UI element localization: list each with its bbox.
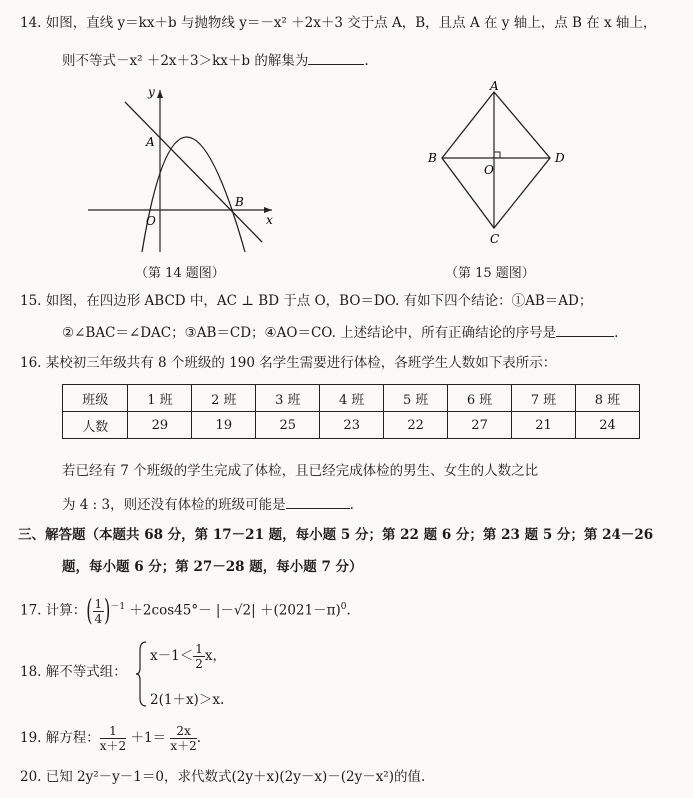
- q16-line2: 若已经有 7 个班级的学生完成了体检，且已经完成体检的男生、女生的人数之比: [62, 463, 539, 479]
- q18-eq2: 2(1＋x)＞x.: [150, 692, 225, 708]
- q17-left-paren: (: [86, 593, 93, 628]
- q18-eq1-a: x－1＜: [150, 648, 194, 664]
- q17-exp1: －1: [110, 602, 126, 612]
- q16-line3-text: 为 4 : 3，则还没有体检的班级可能是: [62, 497, 286, 513]
- table-cell: 5 班: [384, 385, 448, 412]
- vertex-d-label: D: [555, 151, 565, 165]
- q14-answer-blank: [308, 50, 364, 65]
- q18-eq1-b: x，: [204, 648, 226, 664]
- table-cell: 23: [320, 412, 384, 439]
- y-axis-arrow: [157, 90, 163, 98]
- q18-eq1-fraction: [193, 642, 205, 671]
- q18-frac-num: 1: [195, 642, 203, 656]
- q17-expression: [20, 592, 351, 626]
- q19-fraction-1: [100, 724, 126, 753]
- q14-line2-end: .: [364, 53, 369, 69]
- q17-fraction: [93, 597, 105, 626]
- q18-brace-path: [136, 642, 146, 706]
- q18-system-brace: [136, 640, 148, 708]
- q17-prefix: 17. 计算：: [20, 602, 87, 619]
- q18-frac-den: 2: [195, 657, 203, 671]
- table-cell: 1 班: [128, 385, 192, 412]
- section3-heading-line2: 题，每小题 6 分；第 27－28 题，每小题 7 分）: [62, 559, 363, 575]
- center-o-label: O: [484, 163, 494, 177]
- q19-end: .: [196, 730, 202, 746]
- table-row: [63, 412, 640, 439]
- right-angle-mark: [494, 152, 500, 158]
- q17-abs-bar-right: |: [251, 602, 256, 619]
- table-cell: 22: [384, 412, 448, 439]
- q19-mid: ＋1＝: [126, 730, 171, 746]
- q17-abs-value: －√2: [220, 602, 252, 619]
- row-header-class: 班级: [63, 385, 128, 412]
- q19-f2-num: 2x: [170, 724, 196, 739]
- table-cell: 3 班: [256, 385, 320, 412]
- q14-line1: 14. 如图，直线 y＝kx＋b 与抛物线 y＝－x² ＋2x＋3 交于点 A，B，且点 A 在 y 轴上，点 B 在 x 轴上，: [20, 15, 657, 31]
- figure-15-quadrilateral: [420, 80, 580, 250]
- table-cell: 7 班: [512, 385, 576, 412]
- x-axis-label: x: [266, 213, 273, 227]
- q15-line2-end: .: [614, 325, 619, 341]
- q15-line2-text: ②∠BAC＝∠DAC；③AB＝CD；④AO＝CO. 上述结论中，所有正确结论的序号是: [62, 325, 557, 341]
- table-cell: 19: [192, 412, 256, 439]
- quadrilateral-abcd: [442, 92, 550, 228]
- q17-exp2: 0: [340, 602, 347, 612]
- table-row: [63, 385, 640, 412]
- origin-label: O: [146, 214, 156, 228]
- figure-14-graph: [80, 82, 290, 257]
- q19-prefix: 19. 解方程：: [20, 730, 100, 746]
- vertex-b-label: B: [428, 151, 437, 165]
- section3-heading-line1: 三、解答题（本题共 68 分，第 17－21 题，每小题 5 分；第 22 题 6 分；第 23 题 5 分；第 24－26: [18, 527, 654, 543]
- q17-right-paren: ): [104, 593, 111, 628]
- q18-eq1: [150, 642, 226, 671]
- q14-line2-text: 则不等式－x² ＋2x＋3＞kx＋b 的解集为: [62, 53, 309, 69]
- figure-15-caption: （第 15 题图）: [445, 266, 535, 281]
- table-cell: 29: [128, 412, 192, 439]
- q14-line2: [62, 50, 369, 70]
- table-cell: 24: [575, 412, 639, 439]
- q15-line1: 15. 如图，在四边形 ABCD 中，AC ⊥ BD 于点 O，BO＝DO. 有如下四个结论：①AB＝AD；: [20, 293, 593, 309]
- q16-line1: 16. 某校初三年级共有 8 个班级的 190 名学生需要进行体检，各班学生人数如下表所示：: [20, 355, 557, 371]
- q16-line3-end: .: [349, 497, 354, 513]
- row-header-count: 人数: [63, 412, 128, 439]
- q16-answer-blank: [286, 494, 350, 509]
- q19-f2-den: x＋2: [170, 739, 197, 753]
- table-cell: 25: [256, 412, 320, 439]
- q17-rest1: ＋2cos45°－: [125, 602, 216, 619]
- q17-frac-num: 1: [94, 596, 103, 611]
- table-cell: 21: [512, 412, 576, 439]
- vertex-a-label: A: [490, 80, 499, 93]
- q19-f1-num: 1: [100, 724, 126, 739]
- parabola-curve: [142, 137, 245, 252]
- y-axis-label: y: [148, 85, 155, 99]
- table-cell: 6 班: [448, 385, 512, 412]
- q19-fraction-2: [170, 724, 196, 753]
- point-b-label: B: [235, 195, 244, 209]
- q18-prefix: 18. 解不等式组：: [20, 664, 127, 680]
- q15-answer-blank: [556, 322, 614, 337]
- figure-14-caption: （第 14 题图）: [135, 266, 225, 281]
- table-cell: 27: [448, 412, 512, 439]
- q15-line2: [62, 322, 618, 342]
- q17-frac-den: 4: [94, 611, 103, 626]
- vertex-c-label: C: [490, 232, 500, 246]
- q16-line3: [62, 494, 354, 514]
- q19-f1-den: x＋2: [99, 739, 127, 753]
- q20-text: 20. 已知 2y²－y－1＝0，求代数式(2y＋x)(2y－x)－(2y－x²)的值.: [20, 769, 426, 785]
- table-cell: 2 班: [192, 385, 256, 412]
- q17-abs-bar-left: |: [215, 602, 221, 619]
- class-size-table: [62, 384, 640, 439]
- point-a-label: A: [146, 135, 155, 149]
- q17-end: .: [346, 602, 351, 619]
- q19-equation: [20, 722, 201, 754]
- q17-rest2: ＋(2021－π): [255, 602, 341, 619]
- table-cell: 4 班: [320, 385, 384, 412]
- table-cell: 8 班: [575, 385, 639, 412]
